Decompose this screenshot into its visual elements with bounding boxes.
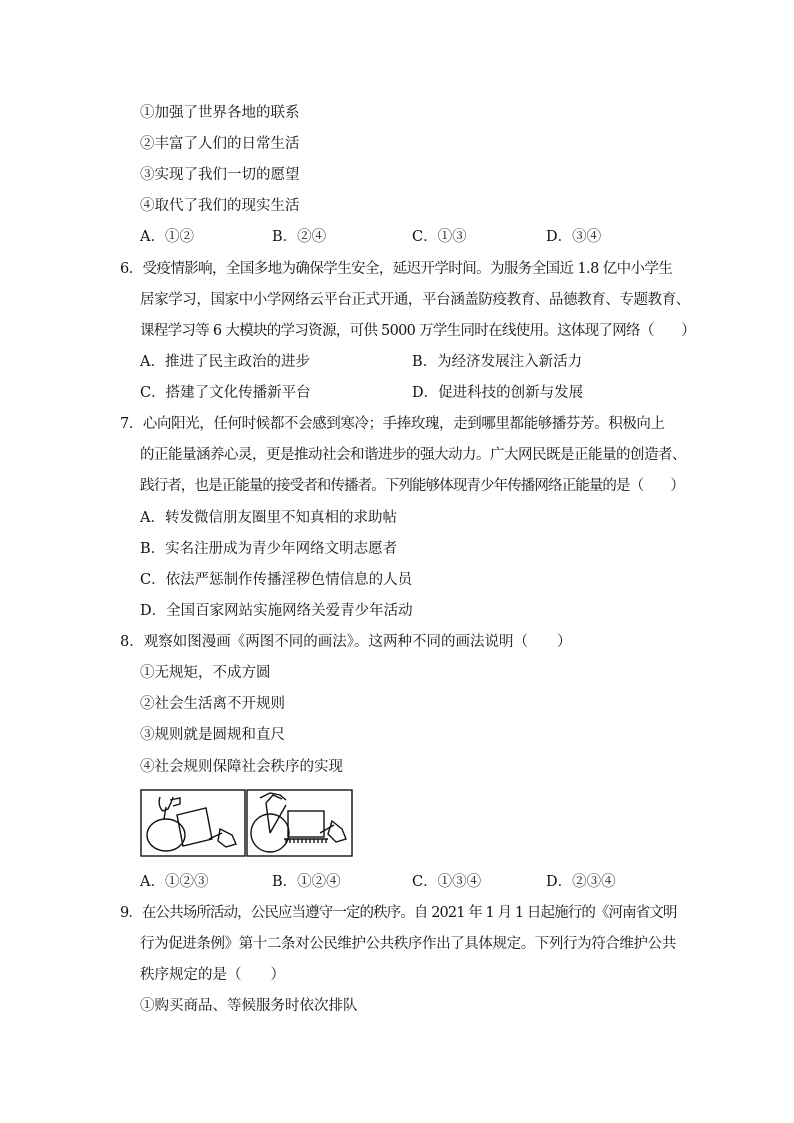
q8-item-2: ②社会生活离不开规则	[140, 696, 285, 712]
q6-option-b: B．为经济发展注入新活力	[412, 354, 583, 370]
q8-option-c: C．①③④	[412, 874, 482, 890]
q8-option-d: D．②③④	[546, 874, 616, 890]
q5-item-3: ③实现了我们一切的愿望	[140, 167, 300, 183]
q7-option-b: B．实名注册成为青少年网络文明志愿者	[140, 541, 398, 557]
q7-option-a: A．转发微信朋友圈里不知真相的求助帖	[140, 510, 397, 526]
q6-option-a: A．推进了民主政治的进步	[140, 354, 310, 370]
q7-option-c: C．依法严惩制作传播淫秽色情信息的人员	[140, 572, 413, 588]
q8-item-1: ①无规矩，不成方圆	[140, 665, 271, 681]
q6-stem-line-3: 课程学习等 6 大模块的学习资源，可供 5000 万学生同时在线使用。这体现了网络（ ）	[140, 323, 696, 339]
q6-stem-line-2: 居家学习，国家中小学网络云平台正式开通，平台涵盖防疫教育、品德教育、专题教育、	[140, 292, 690, 308]
q9-stem-line-2: 行为促进条例》第十二条对公民维护公共秩序作出了具体规定。下列行为符合维护公共	[140, 936, 676, 952]
comic-two-drawing-methods	[140, 789, 353, 857]
q9-item-1: ①购买商品、等候服务时依次排队	[140, 998, 358, 1014]
q8-stem: 8．观察如图漫画《两图不同的画法》。这两种不同的画法说明（ ）	[120, 634, 572, 650]
q5-item-4: ④取代了我们的现实生活	[140, 198, 300, 214]
comic-panel-right	[247, 790, 352, 856]
q6-option-d: D．促进科技的创新与发展	[412, 385, 584, 401]
q7-stem-line-3: 践行者，也是正能量的接受者和传播者。下列能够体现青少年传播网络正能量的是（ ）	[140, 478, 684, 494]
q8-item-3: ③规则就是圆规和直尺	[140, 727, 285, 743]
q7-stem-line-2: 的正能量涵养心灵，更是推动社会和谐进步的强大动力。广大网民既是正能量的创造者、	[140, 447, 686, 463]
q8-option-b: B．①②④	[272, 874, 341, 890]
q6-stem-line-1: 6．受疫情影响，全国多地为确保学生安全，延迟开学时间。为服务全国近 1.8 亿中小学生	[120, 261, 673, 277]
q5-item-1: ①加强了世界各地的联系	[140, 105, 300, 121]
q9-stem-line-3: 秩序规定的是（ ）	[140, 967, 285, 983]
q5-option-b: B．②④	[272, 229, 327, 245]
q9-stem-line-1: 9．在公共场所活动，公民应当遵守一定的秩序。自 2021 年 1 月 1 日起施行的《河南省文明	[120, 905, 677, 921]
q7-stem-line-1: 7．心向阳光，任何时候都不会感到寒冷；手捧玫瑰，走到哪里都能够播芬芳。积极向上	[120, 416, 665, 432]
q5-option-d: D．③④	[546, 229, 602, 245]
q7-option-d: D．全国百家网站实施网络关爱青少年活动	[140, 603, 413, 619]
q8-option-a: A．①②③	[140, 874, 209, 890]
q8-item-4: ④社会规则保障社会秩序的实现	[140, 759, 343, 775]
q6-option-c: C．搭建了文化传播新平台	[140, 385, 311, 401]
q5-option-a: A．①②	[140, 229, 194, 245]
q5-item-2: ②丰富了人们的日常生活	[140, 136, 300, 152]
q5-option-c: C．①③	[412, 229, 467, 245]
